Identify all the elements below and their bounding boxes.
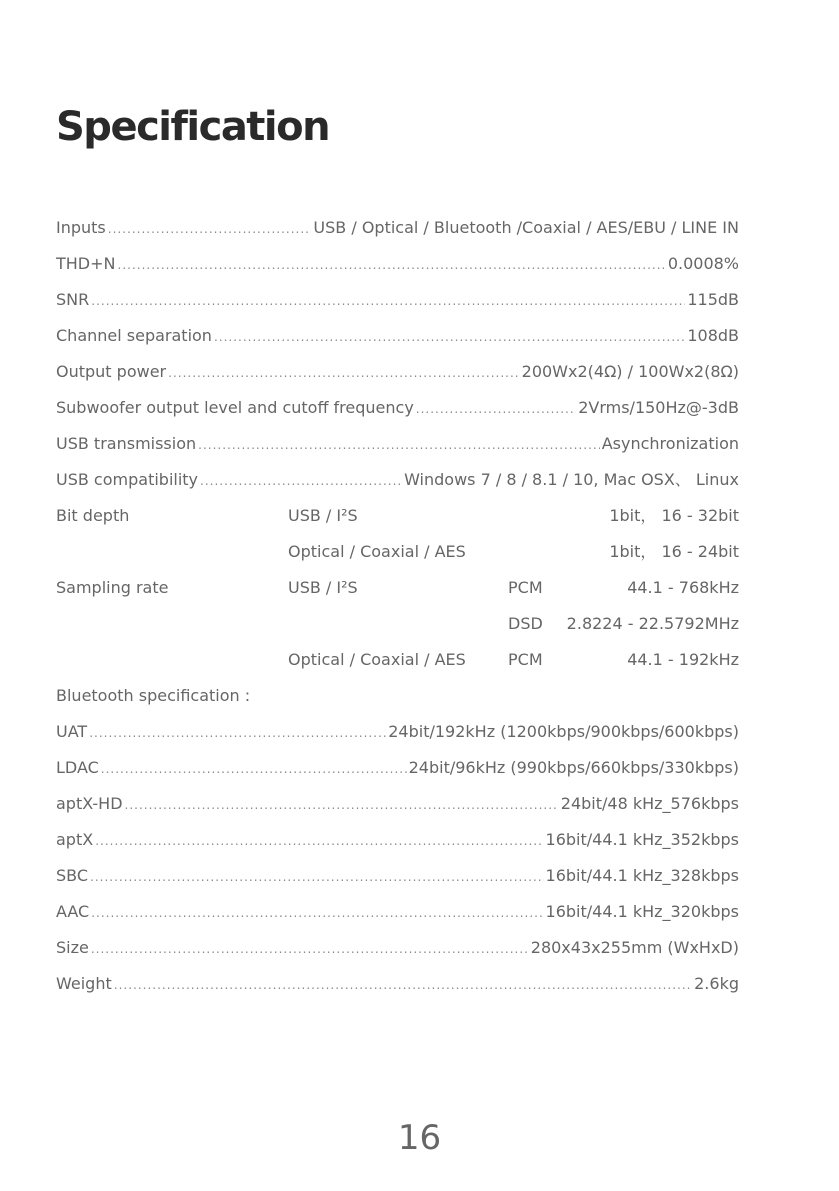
- interface-label: USB / I²S: [288, 506, 358, 525]
- spec-label: Output power: [56, 362, 167, 381]
- bluetooth-row-aptx: [56, 822, 739, 858]
- sampling-rate-row-1: [56, 570, 739, 606]
- spec-label: UAT: [56, 722, 88, 741]
- spec-value: USB / Optical / Bluetooth /Coaxial / AES/EBU / LINE IN: [313, 218, 739, 237]
- bit-depth-row-1: [56, 498, 739, 534]
- page-title: Specification: [56, 104, 330, 150]
- leader-dots: [214, 319, 685, 355]
- spec-value: 24bit/48 kHz_576kbps: [560, 794, 739, 813]
- leader-dots: [118, 247, 666, 283]
- interface-label: USB / I²S: [288, 578, 358, 597]
- sampling-rate-row-2: [56, 606, 739, 642]
- spec-value: 0.0008%: [667, 254, 739, 273]
- bluetooth-row-aac: [56, 894, 739, 930]
- spec-row-channel-separation: [56, 318, 739, 354]
- spec-value: Asynchronization: [601, 434, 739, 453]
- spec-label: Channel separation: [56, 326, 212, 345]
- spec-row-size: [56, 930, 739, 966]
- spec-value: 24bit/96kHz (990kbps/660kbps/330kbps): [408, 758, 739, 777]
- bit-depth-row-2: [56, 534, 739, 570]
- spec-label: Weight: [56, 974, 112, 993]
- spec-value: Windows 7 / 8 / 8.1 / 10, Mac OSX、 Linux: [404, 470, 739, 489]
- leader-dots: [95, 823, 543, 859]
- spec-label: Size: [56, 938, 89, 957]
- bluetooth-row-uat: [56, 714, 739, 750]
- leader-dots: [114, 967, 692, 1003]
- bluetooth-heading: [56, 678, 739, 714]
- spec-value: 1bit， 16 - 32bit: [609, 506, 739, 525]
- spec-row-output-power: [56, 354, 739, 390]
- bluetooth-row-sbc: [56, 858, 739, 894]
- spec-value: 200Wx2(4Ω) / 100Wx2(8Ω): [521, 362, 739, 381]
- section-heading: Bluetooth specification :: [56, 686, 251, 705]
- leader-dots: [91, 283, 685, 319]
- spec-value: 16bit/44.1 kHz_320kbps: [545, 902, 739, 921]
- leader-dots: [101, 751, 407, 787]
- leader-dots: [91, 931, 529, 967]
- spec-label: Sampling rate: [56, 578, 169, 597]
- leader-dots: [125, 787, 559, 823]
- sampling-rate-row-3: [56, 642, 739, 678]
- spec-label: SNR: [56, 290, 90, 309]
- spec-value: 2.6kg: [694, 974, 739, 993]
- leader-dots: [91, 895, 543, 931]
- leader-dots: [416, 391, 576, 427]
- spec-value: 108dB: [687, 326, 739, 345]
- spec-row-usb-compatibility: [56, 462, 739, 498]
- spec-label: SBC: [56, 866, 89, 885]
- format-label: PCM: [508, 578, 543, 597]
- spec-row-snr: [56, 282, 739, 318]
- spec-value: 2Vrms/150Hz@-3dB: [578, 398, 739, 417]
- spec-value: 16bit/44.1 kHz_328kbps: [545, 866, 739, 885]
- spec-list: [56, 210, 739, 1002]
- spec-label: USB transmission: [56, 434, 197, 453]
- spec-value: 115dB: [687, 290, 739, 309]
- format-label: DSD: [508, 614, 543, 633]
- interface-label: Optical / Coaxial / AES: [288, 542, 466, 561]
- bluetooth-row-aptx-hd: [56, 786, 739, 822]
- spec-value: 2.8224 - 22.5792MHz: [566, 614, 739, 633]
- leader-dots: [89, 715, 386, 751]
- bluetooth-row-ldac: [56, 750, 739, 786]
- spec-label: USB compatibility: [56, 470, 199, 489]
- spec-label: Subwoofer output level and cutoff frequency: [56, 398, 414, 417]
- spec-label: aptX-HD: [56, 794, 123, 813]
- page-number: 16: [397, 1118, 442, 1158]
- leader-dots: [108, 211, 312, 247]
- spec-value: 280x43x255mm (WxHxD): [530, 938, 739, 957]
- leader-dots: [198, 427, 600, 463]
- spec-value: 1bit， 16 - 24bit: [609, 542, 739, 561]
- interface-label: Optical / Coaxial / AES: [288, 650, 466, 669]
- spec-value: 24bit/192kHz (1200kbps/900kbps/600kbps): [388, 722, 739, 741]
- spec-row-subwoofer: [56, 390, 739, 426]
- spec-row-usb-transmission: [56, 426, 739, 462]
- format-label: PCM: [508, 650, 543, 669]
- spec-row-thdn: [56, 246, 739, 282]
- spec-value: 44.1 - 768kHz: [627, 578, 739, 597]
- leader-dots: [90, 859, 543, 895]
- leader-dots: [168, 355, 520, 391]
- leader-dots: [200, 463, 402, 499]
- spec-value: 16bit/44.1 kHz_352kbps: [545, 830, 739, 849]
- spec-label: Bit depth: [56, 506, 130, 525]
- spec-row-inputs: [56, 210, 739, 246]
- spec-row-weight: [56, 966, 739, 1002]
- spec-value: 44.1 - 192kHz: [627, 650, 739, 669]
- spec-label: Inputs: [56, 218, 106, 237]
- spec-label: aptX: [56, 830, 94, 849]
- spec-label: LDAC: [56, 758, 99, 777]
- spec-label: THD+N: [56, 254, 116, 273]
- spec-label: AAC: [56, 902, 90, 921]
